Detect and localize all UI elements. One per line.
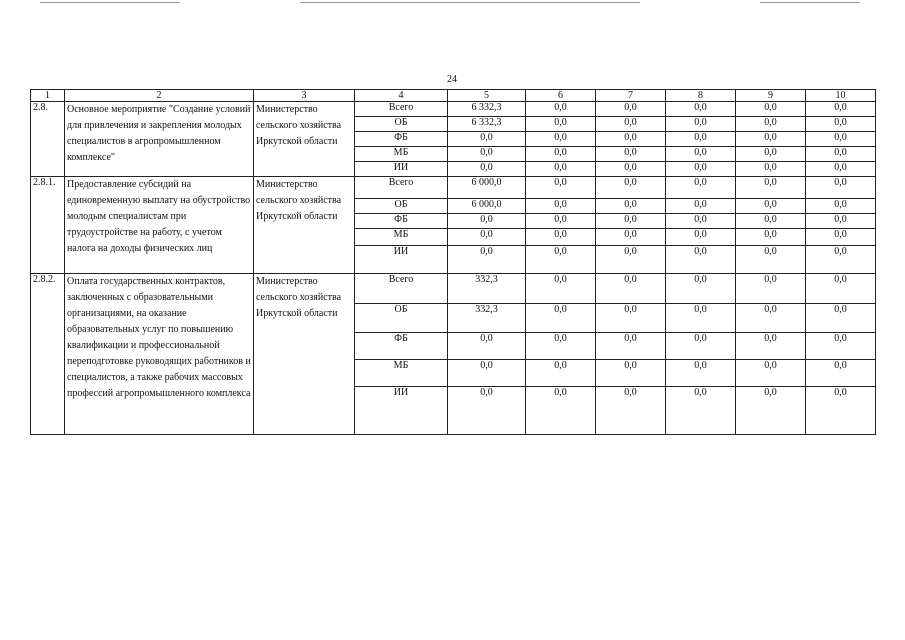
activity-title: Оплата государственных контрактов, заключенных с образовательными организациями, на оказание образовательных услуг по повышению квалификации и профессиональной переподготовке руководящих работников и специалистов, а также рабочих массовых профессий агропромышленного комплекса <box>65 274 254 435</box>
amount-cell: 0,0 <box>736 102 806 117</box>
amount-cell: 0,0 <box>448 387 526 435</box>
amount-cell: 0,0 <box>526 304 596 333</box>
header-cell: 10 <box>806 90 876 102</box>
header-cell: 7 <box>596 90 666 102</box>
amount-cell: 0,0 <box>666 246 736 274</box>
amount-cell: 0,0 <box>526 229 596 246</box>
amount-cell: 6 000,0 <box>448 177 526 199</box>
amount-cell: 0,0 <box>596 214 666 229</box>
amount-cell: 0,0 <box>448 246 526 274</box>
amount-cell: 0,0 <box>526 132 596 147</box>
amount-cell: 0,0 <box>806 162 876 177</box>
amount-cell: 0,0 <box>736 117 806 132</box>
amount-cell: 0,0 <box>526 199 596 214</box>
amount-cell: 0,0 <box>736 162 806 177</box>
amount-cell: 0,0 <box>736 199 806 214</box>
amount-cell: 0,0 <box>806 117 876 132</box>
amount-cell: 0,0 <box>596 132 666 147</box>
amount-cell: 0,0 <box>806 274 876 304</box>
activity-title: Основное мероприятие "Создание условий для привлечения и закрепления молодых специалистов в агропромышленном комплексе" <box>65 102 254 177</box>
amount-cell: 0,0 <box>526 102 596 117</box>
amount-cell: 0,0 <box>806 387 876 435</box>
header-cell: 1 <box>31 90 65 102</box>
amount-cell: 0,0 <box>526 162 596 177</box>
amount-cell: 6 000,0 <box>448 199 526 214</box>
amount-cell: 0,0 <box>666 304 736 333</box>
amount-cell: 0,0 <box>526 274 596 304</box>
amount-cell: 0,0 <box>736 274 806 304</box>
amount-cell: 0,0 <box>666 147 736 162</box>
amount-cell: 0,0 <box>448 132 526 147</box>
amount-cell: 0,0 <box>666 102 736 117</box>
header-row <box>31 90 876 102</box>
amount-cell: 0,0 <box>448 147 526 162</box>
budget-table <box>30 89 876 435</box>
amount-cell: 0,0 <box>806 360 876 387</box>
executor: Министерство сельского хозяйства Иркутской области <box>254 102 355 177</box>
amount-cell: 0,0 <box>596 360 666 387</box>
amount-cell: 6 332,3 <box>448 117 526 132</box>
amount-cell: 0,0 <box>736 246 806 274</box>
amount-cell: 0,0 <box>526 387 596 435</box>
funding-source: ФБ <box>355 132 448 147</box>
header-cell: 4 <box>355 90 448 102</box>
amount-cell: 0,0 <box>596 333 666 360</box>
amount-cell: 0,0 <box>806 132 876 147</box>
amount-cell: 0,0 <box>596 387 666 435</box>
amount-cell: 6 332,3 <box>448 102 526 117</box>
amount-cell: 0,0 <box>736 387 806 435</box>
amount-cell: 0,0 <box>666 229 736 246</box>
scan-edge-line <box>300 2 640 3</box>
header-cell: 9 <box>736 90 806 102</box>
funding-source: ФБ <box>355 214 448 229</box>
amount-cell: 0,0 <box>526 333 596 360</box>
amount-cell: 0,0 <box>448 333 526 360</box>
activity-title: Предоставление субсидий на единовременную выплату на обустройство молодым специалистам при трудоустройстве на работу, с учетом налога на доходы физических лиц <box>65 177 254 274</box>
amount-cell: 0,0 <box>736 304 806 333</box>
amount-cell: 0,0 <box>666 199 736 214</box>
amount-cell: 0,0 <box>736 132 806 147</box>
amount-cell: 0,0 <box>806 199 876 214</box>
amount-cell: 0,0 <box>596 274 666 304</box>
amount-cell: 0,0 <box>666 132 736 147</box>
amount-cell: 0,0 <box>596 117 666 132</box>
amount-cell: 0,0 <box>596 177 666 199</box>
funding-source: ИИ <box>355 162 448 177</box>
amount-cell: 0,0 <box>806 177 876 199</box>
header-cell: 6 <box>526 90 596 102</box>
amount-cell: 0,0 <box>666 177 736 199</box>
amount-cell: 0,0 <box>806 102 876 117</box>
amount-cell: 0,0 <box>736 360 806 387</box>
amount-cell: 0,0 <box>736 214 806 229</box>
amount-cell: 0,0 <box>448 162 526 177</box>
amount-cell: 0,0 <box>526 117 596 132</box>
amount-cell: 0,0 <box>596 229 666 246</box>
funding-source: МБ <box>355 360 448 387</box>
header-cell: 8 <box>666 90 736 102</box>
funding-source: ФБ <box>355 333 448 360</box>
funding-source: ИИ <box>355 387 448 435</box>
amount-cell: 0,0 <box>526 147 596 162</box>
amount-cell: 0,0 <box>666 360 736 387</box>
amount-cell: 0,0 <box>596 147 666 162</box>
funding-source: Всего <box>355 177 448 199</box>
amount-cell: 0,0 <box>806 229 876 246</box>
amount-cell: 0,0 <box>526 246 596 274</box>
page-number: 24 <box>447 74 457 85</box>
header-cell: 2 <box>65 90 254 102</box>
amount-cell: 0,0 <box>666 162 736 177</box>
amount-cell: 0,0 <box>448 360 526 387</box>
table-row <box>31 102 876 117</box>
row-number: 2.8.2. <box>31 274 65 435</box>
table-row <box>31 274 876 304</box>
funding-source: ИИ <box>355 246 448 274</box>
funding-source: МБ <box>355 147 448 162</box>
amount-cell: 0,0 <box>806 147 876 162</box>
amount-cell: 0,0 <box>596 246 666 274</box>
amount-cell: 0,0 <box>448 214 526 229</box>
table-row <box>31 177 876 199</box>
amount-cell: 0,0 <box>736 333 806 360</box>
funding-source: Всего <box>355 102 448 117</box>
amount-cell: 0,0 <box>806 246 876 274</box>
amount-cell: 0,0 <box>666 387 736 435</box>
amount-cell: 332,3 <box>448 304 526 333</box>
row-number: 2.8. <box>31 102 65 177</box>
amount-cell: 332,3 <box>448 274 526 304</box>
amount-cell: 0,0 <box>736 177 806 199</box>
amount-cell: 0,0 <box>666 117 736 132</box>
amount-cell: 0,0 <box>666 333 736 360</box>
amount-cell: 0,0 <box>526 360 596 387</box>
scan-edge-line <box>40 2 180 3</box>
executor: Министерство сельского хозяйства Иркутской области <box>254 177 355 274</box>
row-number: 2.8.1. <box>31 177 65 274</box>
amount-cell: 0,0 <box>736 147 806 162</box>
amount-cell: 0,0 <box>806 333 876 360</box>
table-body <box>31 102 876 435</box>
amount-cell: 0,0 <box>806 214 876 229</box>
executor: Министерство сельского хозяйства Иркутской области <box>254 274 355 435</box>
amount-cell: 0,0 <box>596 199 666 214</box>
scan-edge-line <box>760 2 860 3</box>
header-cell: 3 <box>254 90 355 102</box>
amount-cell: 0,0 <box>526 214 596 229</box>
funding-source: МБ <box>355 229 448 246</box>
amount-cell: 0,0 <box>596 102 666 117</box>
funding-source: ОБ <box>355 199 448 214</box>
amount-cell: 0,0 <box>596 162 666 177</box>
funding-source: ОБ <box>355 117 448 132</box>
funding-source: Всего <box>355 274 448 304</box>
amount-cell: 0,0 <box>596 304 666 333</box>
amount-cell: 0,0 <box>526 177 596 199</box>
funding-source: ОБ <box>355 304 448 333</box>
amount-cell: 0,0 <box>666 274 736 304</box>
header-cell: 5 <box>448 90 526 102</box>
amount-cell: 0,0 <box>736 229 806 246</box>
amount-cell: 0,0 <box>806 304 876 333</box>
amount-cell: 0,0 <box>666 214 736 229</box>
amount-cell: 0,0 <box>448 229 526 246</box>
